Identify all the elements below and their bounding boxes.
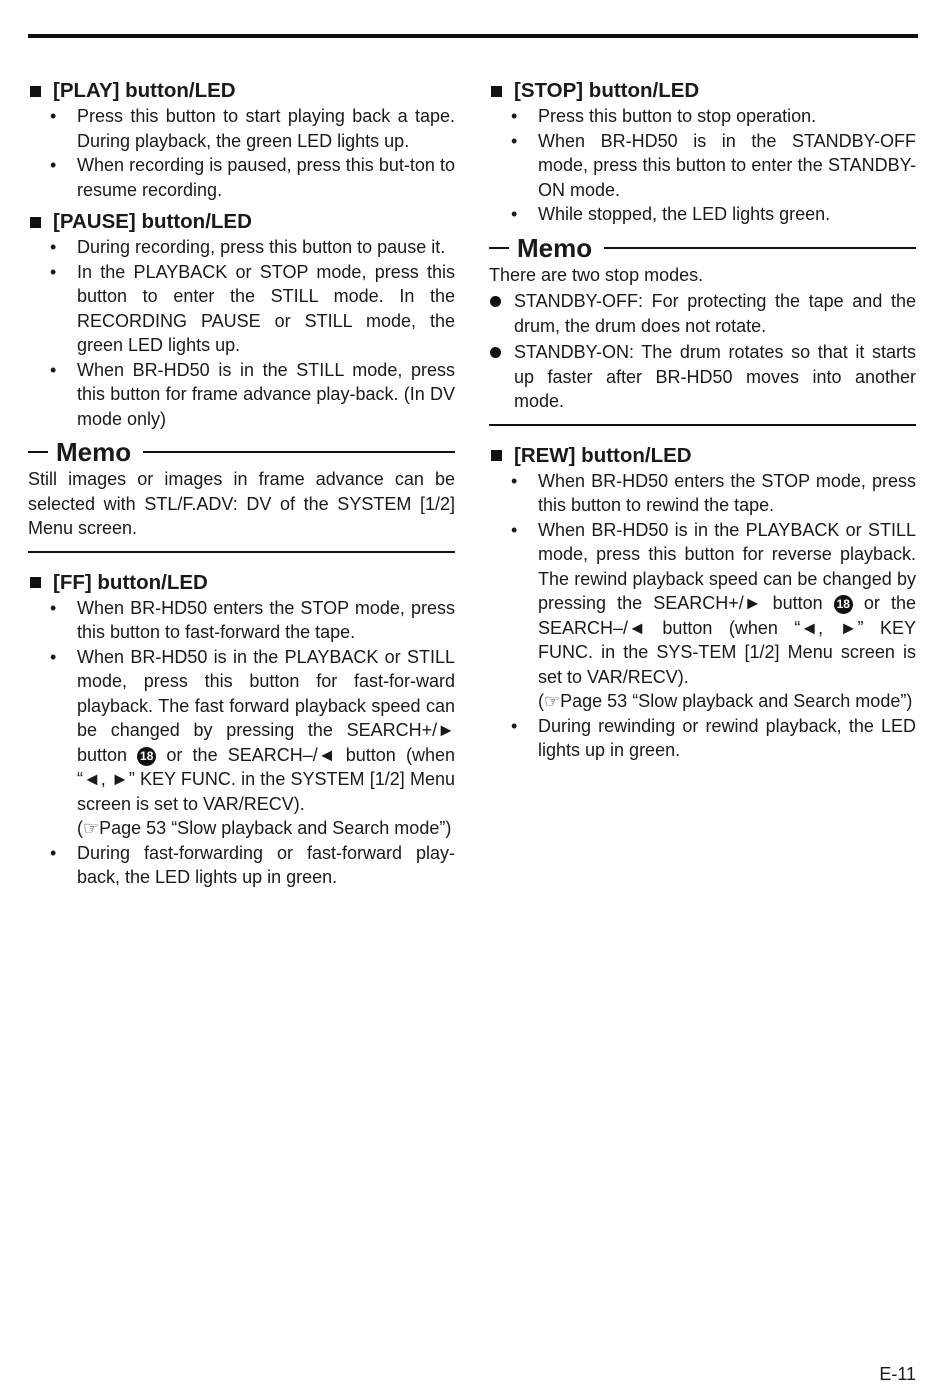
- play-list: [28, 104, 455, 202]
- page-reference: (☞Page 53 “Slow playback and Search mode”): [77, 818, 452, 838]
- list-item: • While stopped, the LED lights green.: [511, 204, 831, 224]
- list-item: • When BR-HD50 enters the STOP mode, press this button to fast-forward the tape.: [50, 597, 455, 642]
- rew-section-title: [REW] button/LED: [489, 443, 916, 469]
- memo-label: Memo: [56, 437, 132, 467]
- memo-text: Still images or images in frame advance can be selected with STL/F.ADV: DV of the SYSTEM [1/2] Menu screen.: [28, 469, 455, 538]
- ff-section-title: [FF] button/LED: [28, 570, 455, 596]
- pause-list: [28, 235, 455, 431]
- list-item: • During fast-forwarding or fast-forward play-back, the LED lights up in green.: [50, 842, 455, 887]
- pause-section-title: [PAUSE] button/LED: [28, 209, 455, 235]
- play-section-title: [PLAY] button/LED: [28, 78, 455, 104]
- disc-bullet-icon: [490, 296, 501, 307]
- square-bullet-icon: [491, 86, 502, 97]
- list-item: • In the PLAYBACK or STOP mode, press this button to enter the STILL mode. In the RECORDING PAUSE or STILL mode, the green LED lights up.: [50, 261, 455, 355]
- list-item: • When BR-HD50 is in the STILL mode, press this button for frame advance play-back. (In DV mode only): [50, 359, 455, 429]
- page-reference: (☞Page 53 “Slow playback and Search mode”): [538, 691, 913, 711]
- memo-header: [28, 437, 455, 467]
- disc-bullet-icon: [490, 347, 501, 358]
- left-column: [28, 78, 455, 890]
- list-item: • During rewinding or rewind playback, the LED lights up in green.: [511, 715, 916, 760]
- top-rule: [28, 34, 918, 38]
- memo-divider: [489, 424, 916, 426]
- list-item: • When BR-HD50 is in the STANDBY-OFF mode, press this button to enter the STANDBY-ON mode.: [511, 130, 916, 200]
- rew-list: [489, 469, 916, 763]
- right-column: [489, 78, 916, 763]
- square-bullet-icon: [491, 450, 502, 461]
- page-number: E-11: [879, 1364, 916, 1384]
- list-item: • When BR-HD50 is in the PLAYBACK or STILL mode, press this button for fast-for-ward playback. The fast forward playback speed can be changed by pressing the SEARCH+/► button 18 or the SEARCH–/◄ button (when “◄, ►” KEY FUNC. in the SYSTEM [1/2] Menu screen is set to VAR/RECV). (☞Page 53 “Slow playback and Search mode”): [28, 645, 455, 841]
- callout-number-icon: 18: [834, 595, 853, 614]
- list-item: STANDBY-ON: The drum rotates so that it starts up faster after BR-HD50 moves into another mode.: [489, 340, 916, 414]
- memo-label: Memo: [517, 232, 593, 263]
- list-item: • During recording, press this button to pause it.: [50, 237, 446, 257]
- list-item: STANDBY-OFF: For protecting the tape and the drum, the drum does not rotate.: [489, 289, 916, 338]
- square-bullet-icon: [30, 217, 41, 228]
- list-item: • When BR-HD50 is in the PLAYBACK or STILL mode, press this button for reverse playback. The rewind playback speed can be changed by pressing the SEARCH+/► button 18 or the SEARCH–/◄ button (when “◄, ►” KEY FUNC. in the SYS-TEM [1/2] Menu screen is set to VAR/RECV). (☞Page 53 “Slow playback and Search mode”): [489, 518, 916, 714]
- list-item: • When recording is paused, press this but-ton to resume recording.: [50, 155, 455, 200]
- list-item: • Press this button to stop operation.: [511, 106, 817, 126]
- memo-header: [489, 233, 916, 263]
- stop-list: [489, 104, 916, 227]
- memo-intro: There are two stop modes.: [489, 264, 704, 285]
- stop-section-title: [STOP] button/LED: [489, 78, 916, 104]
- memo-list: [489, 289, 916, 414]
- list-item: • Press this button to start playing back a tape. During playback, the green LED lights up.: [50, 106, 455, 151]
- callout-number-icon: 18: [137, 747, 156, 766]
- square-bullet-icon: [30, 577, 41, 588]
- ff-list: [28, 596, 455, 890]
- square-bullet-icon: [30, 86, 41, 97]
- memo-divider: [28, 551, 455, 553]
- list-item: • When BR-HD50 enters the STOP mode, press this button to rewind the tape.: [511, 470, 916, 515]
